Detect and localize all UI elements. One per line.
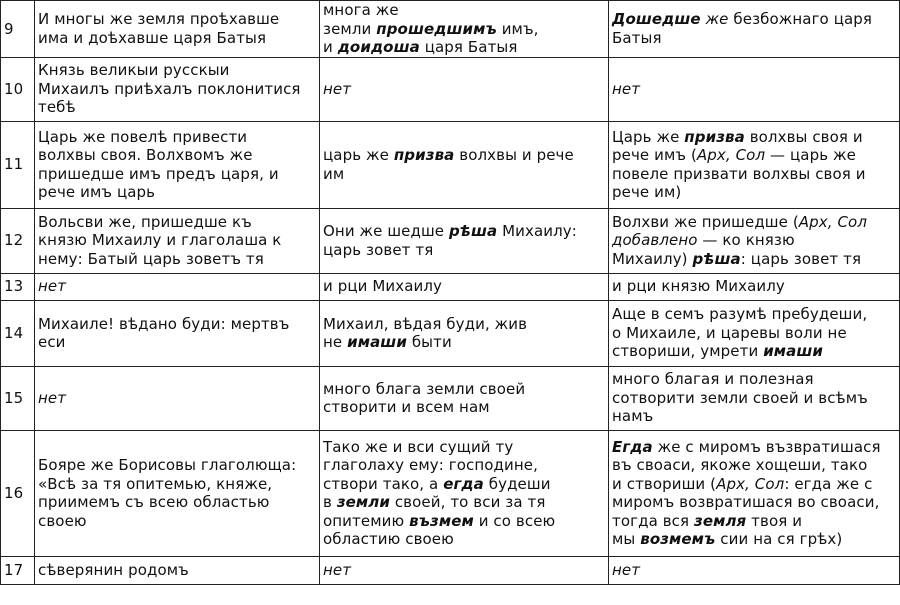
column-1-cell [35, 1, 320, 58]
text-segment: глаголаху ему: господине, [323, 456, 538, 474]
italic-text: нет [38, 388, 67, 407]
column-3-cell [609, 556, 900, 584]
text-line [612, 146, 895, 165]
table-row [1, 430, 900, 556]
text-line [612, 183, 895, 202]
text-segment: Князь великыи русскыи [38, 61, 230, 80]
text-line [38, 213, 315, 232]
text-line [38, 493, 315, 512]
italic-text: нет [38, 277, 67, 296]
text-line [612, 493, 895, 512]
text-line [323, 20, 604, 39]
column-1-cell [35, 556, 320, 584]
emphasized-word: доидоша [337, 38, 420, 56]
text-segment: опитемию [323, 511, 410, 530]
text-line [323, 222, 604, 241]
text-segment: Михаилъ приѣхалъ поклонитися [38, 79, 301, 98]
column-2-cell [320, 556, 609, 584]
text-segment: волхвы и рече [454, 146, 574, 164]
row-number: 14 [1, 300, 35, 366]
text-line [612, 324, 895, 343]
table-row [1, 208, 900, 273]
text-line [38, 128, 315, 147]
text-segment: тогда вся [612, 511, 695, 530]
text-segment: и [323, 38, 338, 56]
text-segment: «Всѣ за тя опитемью, княже, [38, 474, 273, 493]
text-segment: и рци Михаилу [323, 277, 443, 296]
text-segment: створиши, умрети [612, 342, 764, 361]
text-line [38, 29, 315, 48]
text-segment: створи тако, а [323, 474, 444, 493]
column-1-cell [35, 300, 320, 366]
emphasized-word: земля [694, 511, 747, 530]
text-segment: мы [612, 530, 641, 548]
text-segment: царь зовет тя [323, 240, 434, 259]
italic-text: нет [323, 560, 352, 579]
table-row [1, 273, 900, 300]
column-2-cell [320, 300, 609, 366]
text-line [612, 530, 895, 549]
text-segment: приимемъ съ всею областью [38, 493, 270, 511]
text-line [612, 438, 895, 457]
text-line [323, 1, 604, 20]
text-segment: безбожнаго царя [728, 10, 873, 29]
text-line [323, 475, 604, 494]
text-segment: будеши [483, 474, 551, 493]
text-segment: и со всею [473, 511, 556, 530]
emphasized-word: имаши [763, 342, 824, 361]
table-row [1, 121, 900, 208]
text-segment: И многы же земля проѣхавше [38, 10, 280, 29]
text-line [38, 80, 315, 99]
text-segment: Вольсви же, пришедше къ [38, 212, 252, 231]
text-line [612, 342, 895, 361]
italic-text: Арх, Сол [716, 474, 785, 493]
table-row [1, 556, 900, 584]
text-line [612, 128, 895, 147]
text-line [38, 456, 315, 475]
italic-text: же [705, 10, 729, 29]
italic-text: добавлено [612, 231, 698, 250]
text-line [323, 333, 604, 352]
text-segment: же с миромъ възвратишася [652, 437, 881, 456]
table-row [1, 300, 900, 366]
text-line [323, 512, 604, 531]
text-line [612, 213, 895, 232]
text-segment: земли [323, 19, 377, 38]
column-2-cell [320, 1, 609, 58]
text-line [38, 98, 315, 117]
text-line [323, 438, 604, 457]
emphasized-word: возмемъ [640, 530, 716, 548]
text-segment: Тако же и вси сущий ту [323, 437, 514, 456]
text-line [323, 561, 604, 580]
row-number: 9 [1, 1, 35, 58]
text-line [323, 80, 604, 99]
text-segment: рече им) [612, 183, 682, 201]
text-segment: Бояре же Борисовы глаголюща: [38, 456, 297, 474]
text-line [612, 561, 895, 580]
column-3-cell [609, 366, 900, 430]
text-segment: има и доѣхавше царя Батыя [38, 28, 267, 47]
text-segment: царь же [323, 146, 394, 164]
text-segment: своей, то вси за тя [389, 493, 546, 511]
text-line [612, 80, 895, 99]
text-line [323, 398, 604, 417]
text-line [323, 315, 604, 334]
text-line [38, 250, 315, 269]
text-segment: тебѣ [38, 98, 76, 117]
emphasized-word: призва [393, 146, 455, 164]
emphasized-word: земли [336, 493, 390, 511]
text-segment: царя Батыя [419, 38, 518, 56]
text-segment: рече имъ ( [612, 146, 697, 164]
italic-text: нет [612, 79, 641, 98]
emphasized-word: прошедшимъ [376, 19, 497, 38]
emphasized-word: Дошедше [612, 10, 701, 29]
text-line [38, 10, 315, 29]
text-line [38, 389, 315, 408]
text-segment: областию своею [323, 530, 454, 548]
text-line [612, 370, 895, 389]
text-line [612, 512, 895, 531]
text-segment: многа же [323, 1, 399, 19]
text-line [323, 38, 604, 57]
column-3-cell [609, 430, 900, 556]
text-segment: — царь же [765, 146, 856, 164]
column-1-cell [35, 57, 320, 121]
text-line [38, 146, 315, 165]
emphasized-word: егда [443, 474, 484, 493]
row-number: 10 [1, 57, 35, 121]
column-1-cell [35, 366, 320, 430]
column-2-cell [320, 430, 609, 556]
text-segment: Волхви же пришедше ( [612, 212, 799, 231]
column-1-cell [35, 121, 320, 208]
emphasized-word: възмем [409, 511, 474, 530]
text-line [38, 333, 315, 352]
text-line [38, 475, 315, 494]
text-line [612, 475, 895, 494]
text-line [38, 165, 315, 184]
text-line [38, 315, 315, 334]
text-segment: створити и всем нам [323, 398, 490, 416]
row-number: 17 [1, 556, 35, 584]
column-3-cell [609, 121, 900, 208]
text-segment: Михаиле! вѣдано буди: мертвъ [38, 314, 290, 333]
text-segment: Михаилу) [612, 249, 693, 268]
text-segment: еси [38, 333, 66, 351]
text-segment: Михаил, вѣдая буди, жив [323, 314, 528, 333]
emphasized-word: рѣша [692, 249, 741, 268]
row-number: 12 [1, 208, 35, 273]
row-number: 13 [1, 273, 35, 300]
text-line [612, 165, 895, 184]
text-line [323, 456, 604, 475]
emphasized-word: имаши [347, 333, 407, 351]
text-segment: Батыя [612, 28, 662, 47]
text-segment: волхвы своя. Волхвомъ же [38, 146, 253, 164]
column-2-cell [320, 121, 609, 208]
table-row [1, 1, 900, 58]
text-segment: сотворити земли своей и всѣмъ [612, 388, 868, 407]
text-segment: о Михаиле, и царевы воли не [612, 323, 847, 342]
column-2-cell [320, 208, 609, 273]
text-segment: и створиши ( [612, 474, 717, 493]
text-line [38, 277, 315, 296]
text-segment: въ своаси, якоже хощеши, тако [612, 456, 868, 474]
text-segment: твоя и [746, 511, 803, 530]
column-3-cell [609, 273, 900, 300]
italic-text: Арх, Сол [798, 212, 868, 231]
italic-text: нет [612, 560, 641, 579]
text-segment: : царь зовет тя [740, 249, 862, 268]
text-line [38, 231, 315, 250]
text-line [323, 493, 604, 512]
text-line [612, 231, 895, 250]
emphasized-word: призва [684, 127, 745, 146]
text-line [323, 530, 604, 549]
emphasized-word: рѣша [449, 222, 498, 240]
column-1-cell [35, 430, 320, 556]
text-line [612, 305, 895, 324]
text-line [323, 165, 604, 184]
table-row [1, 366, 900, 430]
table-row [1, 57, 900, 121]
italic-text: нет [323, 79, 352, 98]
text-segment: рече имъ царь [38, 183, 156, 201]
text-segment: сѣверянин родомъ [38, 560, 189, 579]
emphasized-word: Егда [612, 437, 653, 456]
text-segment: быти [406, 333, 452, 351]
text-segment: имъ, [496, 19, 539, 38]
text-segment: и рци князю Михаилу [612, 277, 785, 296]
text-segment: в [323, 493, 337, 511]
text-segment: Они же шедше [323, 222, 449, 240]
text-line [612, 10, 895, 29]
column-3-cell [609, 1, 900, 58]
text-line [323, 146, 604, 165]
text-line [323, 380, 604, 399]
text-segment: много благая и полезная [612, 370, 814, 389]
text-segment: миромъ возвратишася во своаси, [612, 493, 880, 511]
row-number: 15 [1, 366, 35, 430]
column-3-cell [609, 300, 900, 366]
text-segment: сии на ся грѣх) [715, 530, 843, 548]
text-line [38, 512, 315, 531]
column-1-cell [35, 273, 320, 300]
column-3-cell [609, 57, 900, 121]
text-segment: : егда же с [784, 474, 873, 493]
text-line [612, 250, 895, 269]
text-line [612, 389, 895, 408]
row-number: 11 [1, 121, 35, 208]
table-body [1, 1, 900, 585]
text-line [38, 61, 315, 80]
text-segment: волхвы своя и [744, 127, 863, 146]
text-segment: Царь же повелѣ привести [38, 127, 248, 146]
italic-text: Арх, Сол [696, 146, 766, 164]
text-segment: Михаилу: [497, 222, 577, 240]
text-line [38, 561, 315, 580]
text-segment: Аще в семъ разумѣ пребудеши, [612, 305, 868, 324]
text-segment: повеле призвати волхвы своя и [612, 164, 866, 183]
text-segment: — ко князю [697, 231, 795, 250]
text-segment: намъ [612, 407, 654, 426]
text-line [612, 407, 895, 426]
text-line [612, 277, 895, 296]
text-line [323, 277, 604, 296]
column-2-cell [320, 366, 609, 430]
text-segment: пришедше имъ предъ царя, и [38, 164, 279, 183]
text-line [323, 241, 604, 260]
text-segment: много блага земли своей [323, 379, 526, 398]
text-segment: Царь же [612, 127, 685, 146]
text-line [612, 456, 895, 475]
text-segment: им [323, 164, 345, 183]
column-2-cell [320, 57, 609, 121]
text-segment: нему: Батый царь зоветъ тя [38, 249, 264, 268]
column-2-cell [320, 273, 609, 300]
text-line [612, 29, 895, 48]
text-line [38, 183, 315, 202]
text-segment: князю Михаилу и глаголаша к [38, 231, 282, 250]
text-segment: не [323, 333, 348, 351]
text-segment: своею [38, 511, 87, 530]
column-1-cell [35, 208, 320, 273]
column-3-cell [609, 208, 900, 273]
row-number: 16 [1, 430, 35, 556]
